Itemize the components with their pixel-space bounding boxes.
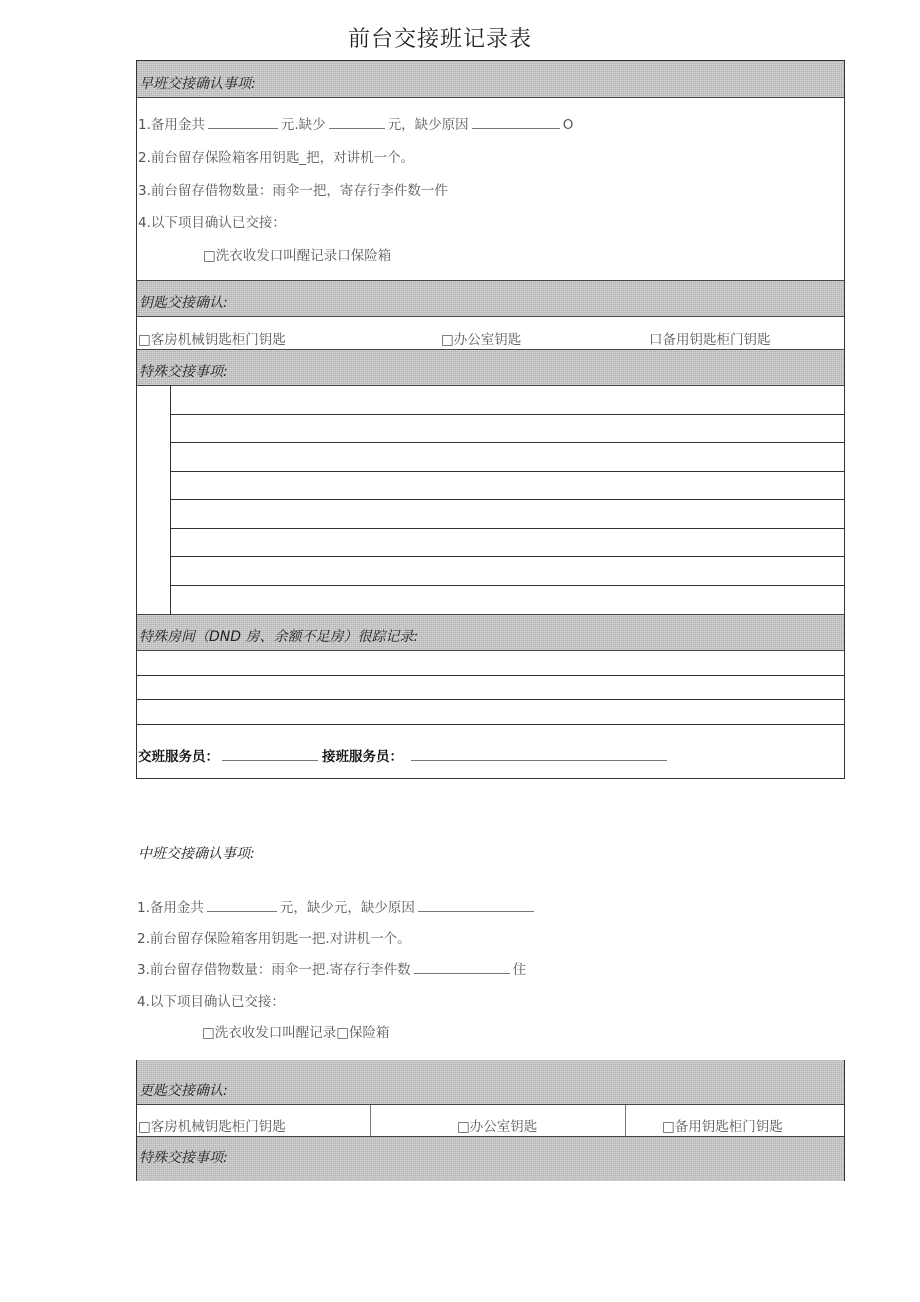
middle-keys-header-text: 更匙交接确认: <box>139 1083 228 1099</box>
morning-checklist[interactable]: □洗衣收发口叫醒记录口保险箱 <box>203 248 392 264</box>
cash-short-field[interactable] <box>329 128 385 129</box>
middle-special-header <box>137 1136 844 1181</box>
mid-luggage-count-field[interactable] <box>414 973 510 974</box>
middle-item-3: 3.前台留存借物数量：雨伞一把.寄存行李件数 住 <box>137 962 527 978</box>
special-row-line <box>170 528 844 529</box>
special-rooms-header <box>137 614 844 651</box>
morning-confirm-header <box>137 61 844 98</box>
mid-short-reason-field[interactable] <box>418 911 534 912</box>
key-col-divider <box>625 1105 626 1136</box>
middle-keys-form <box>136 1060 845 1181</box>
signature-line <box>138 745 670 765</box>
special-row-line <box>170 414 844 415</box>
middle-shift-header: 中班交接确认事项: <box>138 846 255 862</box>
morning-item-3: 3.前台留存借物数量：雨伞一把，寄存行李件数一件 <box>138 183 448 199</box>
morning-special-header <box>137 349 844 386</box>
key-col-divider <box>370 1105 371 1136</box>
key-option-office[interactable]: □办公室钥匙 <box>441 332 522 348</box>
middle-item-4: 4.以下项目确认已交接： <box>137 994 285 1010</box>
cash-total-field[interactable] <box>208 128 278 129</box>
morning-keys-header-text: 钥匙交接确认: <box>139 295 228 311</box>
key-option-guestroom[interactable]: □客房机械钥匙柜门钥匙 <box>138 332 286 348</box>
special-row-line <box>170 556 844 557</box>
special-row-line <box>170 499 844 500</box>
mid-key-option-guestroom[interactable]: □客房机械钥匙柜门钥匙 <box>138 1119 286 1135</box>
morning-item-2: 2.前台留存保险箱客用钥匙_把，对讲机一个。 <box>138 150 415 166</box>
short-reason-field[interactable] <box>472 128 560 129</box>
morning-item-1: 1.备用金共 元.缺少 元，缺少原因 O <box>138 117 574 133</box>
mid-cash-total-field[interactable] <box>207 911 277 912</box>
special-rooms-row-line <box>137 675 844 676</box>
page-title: 前台交接班记录表 <box>347 27 532 52</box>
morning-item-4: 4.以下项目确认已交接： <box>138 215 286 231</box>
handover-staff-field[interactable] <box>222 760 318 761</box>
mid-key-option-office[interactable]: □办公室钥匙 <box>457 1119 538 1135</box>
special-row-line <box>170 471 844 472</box>
special-row-line <box>170 585 844 586</box>
mid-key-option-spare[interactable]: □备用钥匙柜门钥匙 <box>662 1119 783 1135</box>
receiver-staff-label: 接班服务员： <box>322 749 403 765</box>
middle-special-header-text: 特殊交接事项: <box>139 1150 228 1166</box>
morning-special-header-text: 特殊交接事项: <box>139 364 228 380</box>
special-rooms-row-line <box>137 724 844 725</box>
middle-item-1: 1.备用金共 元，缺少元，缺少原因 <box>137 896 537 916</box>
morning-keys-header <box>137 280 844 317</box>
key-option-spare[interactable]: 口备用钥匙柜门钥匙 <box>649 332 771 348</box>
special-rooms-row-line <box>137 699 844 700</box>
receiver-staff-field[interactable] <box>411 760 667 761</box>
handover-staff-label: 交班服务员： <box>138 749 219 765</box>
middle-item-2: 2.前台留存保险箱客用钥匙一把.对讲机一个。 <box>137 931 411 947</box>
special-rooms-header-text: 特殊房间（DND 房、余额不足房）很踪记录: <box>139 629 419 645</box>
morning-confirm-header-text: 早班交接确认事项: <box>139 76 256 92</box>
special-row-line <box>170 442 844 443</box>
middle-keys-header <box>137 1060 844 1105</box>
special-rows-divider <box>170 386 171 614</box>
middle-checklist[interactable]: □洗衣收发口叫醒记录□保险箱 <box>202 1025 390 1041</box>
morning-shift-form <box>136 60 845 779</box>
